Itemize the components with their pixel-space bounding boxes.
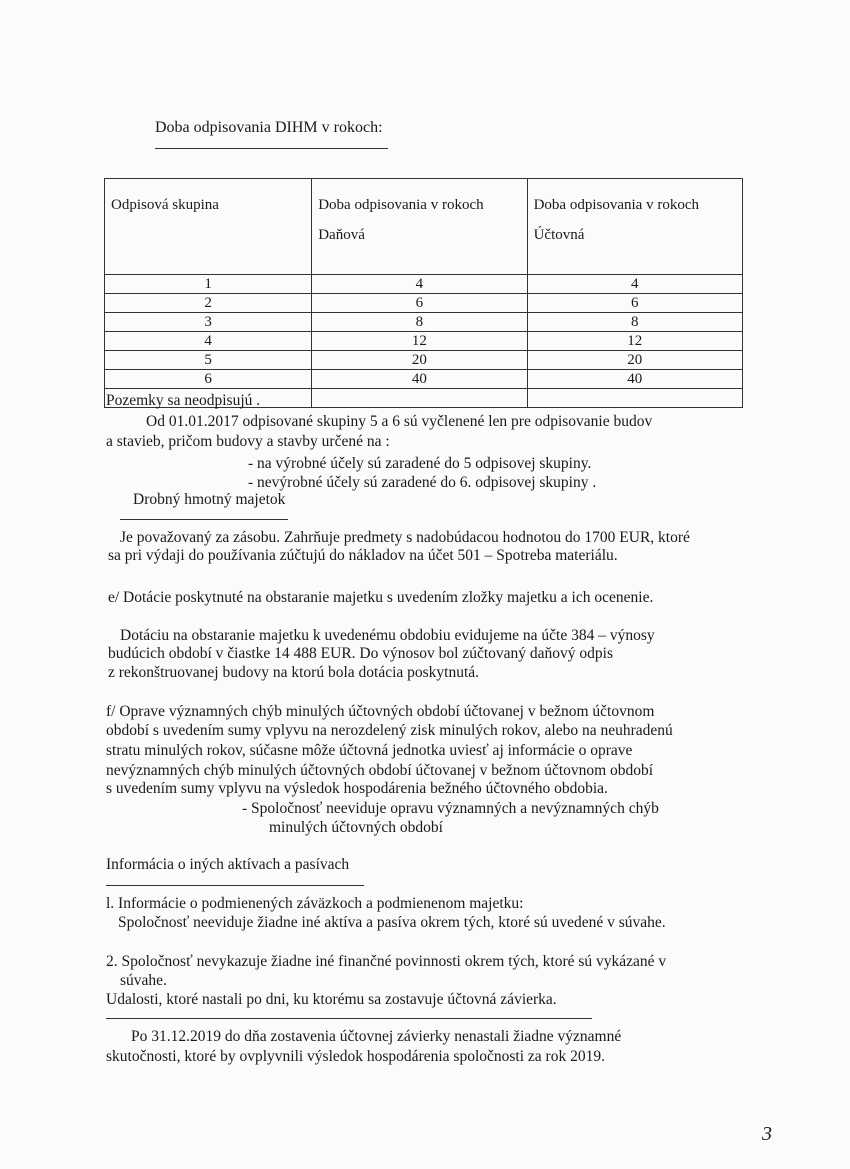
cell-group: 5 <box>105 351 312 370</box>
section-e-heading: e/ Dotácie poskytnuté na obstaranie majetku s uvedením zložky majetku a ich ocenenie. <box>108 589 654 606</box>
section-heading: Doba odpisovania DIHM v rokoch: <box>155 119 383 136</box>
subheading-events: Udalosti, ktoré nastali po dni, ku ktorému sa zostavuje účtovná závierka. <box>106 991 557 1008</box>
depreciation-table <box>104 178 743 408</box>
table-row <box>105 332 743 351</box>
events-underline <box>106 1018 592 1019</box>
table-row <box>105 313 743 332</box>
subheading-underline <box>120 519 288 520</box>
bullet-line: - Spoločnosť neeviduje opravu významných a nevýznamných chýb <box>242 800 659 817</box>
header-group <box>105 179 312 275</box>
cell-tax <box>312 389 527 408</box>
cell-group: 1 <box>105 275 312 294</box>
cell-tax: 20 <box>312 351 527 370</box>
header-accounting-title: Doba odpisovania v rokoch <box>533 197 699 213</box>
text-line: a stavieb, pričom budovy a stavby určené na : <box>106 433 390 450</box>
cell-group: 2 <box>105 294 312 313</box>
cell-accounting: 6 <box>527 294 742 313</box>
cell-accounting: 12 <box>527 332 742 351</box>
page-number: 3 <box>762 1123 772 1145</box>
list-item: 2. Spoločnosť nevykazuje žiadne iné finančné povinnosti okrem tých, ktoré sú vykázané v <box>106 953 667 970</box>
text-line: období s uvedením sumy vplyvu na nerozdelený zisk minulých rokov, alebo na neuhradenú <box>106 722 673 739</box>
cell-group: 4 <box>105 332 312 351</box>
text-line: Dotáciu na obstaranie majetku k uvedenému obdobiu evidujeme na účte 384 – výnosy <box>120 627 655 644</box>
text-line: s uvedením sumy vplyvu na výsledok hospodárenia bežného účtovného obdobia. <box>106 780 608 797</box>
cell-accounting: 4 <box>527 275 742 294</box>
heading-underline <box>155 148 388 149</box>
cell-group: 3 <box>105 313 312 332</box>
table-row <box>105 370 743 389</box>
text-line: Je považovaný za zásobu. Zahrňuje predmety s nadobúdacou hodnotou do 1700 EUR, ktoré <box>120 529 690 546</box>
bullet-line: - nevýrobné účely sú zaradené do 6. odpisovej skupiny . <box>248 474 597 491</box>
header-accounting-sub: Účtovná <box>533 227 585 243</box>
text-line: z rekonštruovanej budovy na ktorú bola dotácia poskytnutá. <box>108 664 480 681</box>
cell-tax: 40 <box>312 370 527 389</box>
table-row <box>105 275 743 294</box>
list-item: l. Informácie o podmienených záväzkoch a podmienenom majetku: <box>106 895 524 912</box>
cell-accounting: 8 <box>527 313 742 332</box>
text-line: stratu minulých rokov, súčasne môže účtovná jednotka uviesť aj informácie o oprave <box>106 742 633 759</box>
section-heading-other: Informácia o iných aktívach a pasívach <box>106 856 350 873</box>
bullet-line: minulých účtovných období <box>269 819 443 836</box>
bullet-line: - na výrobné účely sú zaradené do 5 odpisovej skupiny. <box>248 455 592 472</box>
cell-tax: 8 <box>312 313 527 332</box>
text-line: súvahe. <box>120 972 167 989</box>
cell-tax: 12 <box>312 332 527 351</box>
cell-accounting: 40 <box>527 370 742 389</box>
text-line: skutočnosti, ktoré by ovplyvnili výsledok hospodárenia spoločnosti za rok 2019. <box>106 1048 605 1065</box>
text-line: Po 31.12.2019 do dňa zostavenia účtovnej závierky nenastali žiadne významné <box>131 1028 622 1045</box>
cell-accounting: 20 <box>527 351 742 370</box>
text-line: budúcich období v čiastke 14 488 EUR. Do výnosov bol zúčtovaný daňový odpis <box>108 645 613 662</box>
header-accounting <box>527 179 742 275</box>
header-tax-title: Doba odpisovania v rokoch <box>318 197 484 213</box>
cell-group: 6 <box>105 370 312 389</box>
cell-tax: 6 <box>312 294 527 313</box>
text-line: Od 01.01.2017 odpisované skupiny 5 a 6 sú vyčlenené len pre odpisovanie budov <box>146 413 653 430</box>
text-line: sa pri výdaji do používania zúčtujú do nákladov na účet 501 – Spotreba materiálu. <box>108 547 618 564</box>
text-line: Spoločnosť neeviduje žiadne iné aktíva a pasíva okrem tých, ktoré sú uvedené v súvahe. <box>118 914 666 931</box>
header-group-title: Odpisová skupina <box>111 197 219 213</box>
table-row <box>105 351 743 370</box>
text-line: Pozemky sa neodpisujú . <box>106 392 261 409</box>
header-tax-sub: Daňová <box>318 227 365 243</box>
cell-accounting <box>527 389 742 408</box>
header-tax <box>312 179 527 275</box>
section-f-heading: f/ Oprave významných chýb minulých účtovných období účtovanej v bežnom účtovnom <box>106 703 655 720</box>
table-row <box>105 294 743 313</box>
subheading: Drobný hmotný majetok <box>133 491 286 508</box>
table-header-row <box>105 179 743 275</box>
text-line: nevýznamných chýb minulých účtovných období účtovanej v bežnom účtovnom období <box>106 762 654 779</box>
cell-tax: 4 <box>312 275 527 294</box>
section-heading-underline <box>106 885 364 886</box>
